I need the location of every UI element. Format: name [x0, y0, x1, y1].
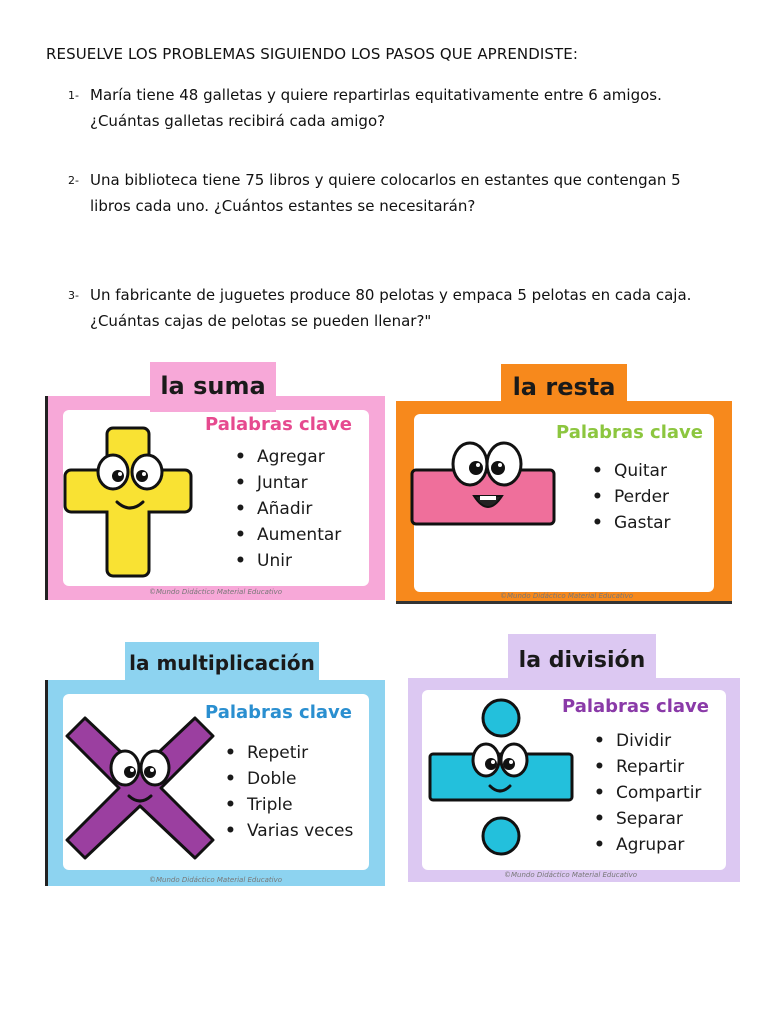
keyword-item: • Triple: [225, 792, 353, 818]
keywords-title: Palabras clave: [562, 696, 709, 717]
worksheet-heading: RESUELVE LOS PROBLEMAS SIGUIENDO LOS PASOS QUE APRENDISTE:: [46, 45, 579, 63]
keyword-item: • Varias veces: [225, 818, 353, 844]
problem-number: 3-: [68, 289, 79, 302]
problem-text-line: ¿Cuántas cajas de pelotas se pueden llenar?": [90, 312, 432, 330]
card-multiplicacion: [45, 640, 385, 886]
problem-text-line: libros cada uno. ¿Cuántos estantes se necesitarán?: [90, 197, 476, 215]
credit-text: ©Mundo Didáctico Material Educativo: [504, 871, 638, 879]
card-title: la resta: [501, 364, 627, 412]
problem-text-line: María tiene 48 galletas y quiere repartirlas equitativamente entre 6 amigos.: [90, 86, 662, 104]
keyword-item: • Quitar: [592, 458, 671, 484]
plus-sign-icon: [55, 410, 205, 590]
keyword-item: • Doble: [225, 766, 353, 792]
keywords-list: [235, 444, 341, 574]
keyword-item: • Separar: [594, 806, 701, 832]
card-division: [408, 634, 740, 882]
problem-number: 1-: [68, 89, 79, 102]
card-title: la división: [508, 634, 656, 684]
keyword-item: • Repartir: [594, 754, 701, 780]
keyword-item: • Aumentar: [235, 522, 341, 548]
card-title: la suma: [150, 362, 276, 412]
card-resta: [396, 364, 732, 604]
keyword-item: • Gastar: [592, 510, 671, 536]
keywords-list: [594, 728, 701, 858]
credit-text: ©Mundo Didáctico Material Educativo: [149, 588, 283, 596]
keyword-item: • Compartir: [594, 780, 701, 806]
problem-text-line: Un fabricante de juguetes produce 80 pelotas y empaca 5 pelotas en cada caja.: [90, 286, 692, 304]
division-sign-icon: [426, 696, 576, 866]
keywords-list: [225, 740, 353, 844]
credit-text: ©Mundo Didáctico Material Educativo: [149, 876, 283, 884]
card-title: la multiplicación: [125, 642, 319, 686]
keywords-title: Palabras clave: [556, 422, 703, 443]
keyword-item: • Repetir: [225, 740, 353, 766]
problem-text-line: Una biblioteca tiene 75 libros y quiere colocarlos en estantes que contengan 5: [90, 171, 681, 189]
keyword-item: • Unir: [235, 548, 341, 574]
keyword-item: • Agregar: [235, 444, 341, 470]
keyword-item: • Perder: [592, 484, 671, 510]
keyword-item: • Agrupar: [594, 832, 701, 858]
minus-sign-icon: [408, 434, 558, 534]
keywords-list: [592, 458, 671, 536]
keyword-item: • Añadir: [235, 496, 341, 522]
credit-text: ©Mundo Didáctico Material Educativo: [500, 592, 634, 600]
keyword-item: • Juntar: [235, 470, 341, 496]
keywords-title: Palabras clave: [205, 702, 352, 723]
keywords-title: Palabras clave: [205, 414, 352, 435]
problem-number: 2-: [68, 174, 79, 187]
multiplication-sign-icon: [65, 710, 215, 860]
problem-text-line: ¿Cuántas galletas recibirá cada amigo?: [90, 112, 386, 130]
keyword-item: • Dividir: [594, 728, 701, 754]
card-suma: [45, 360, 385, 600]
